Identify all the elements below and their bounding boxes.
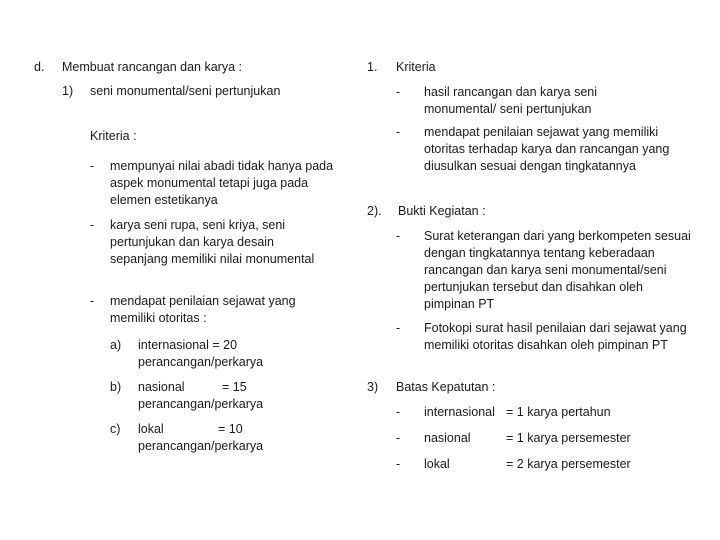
- limit-item-label: nasional: [424, 431, 471, 445]
- sub-item-unit: perancangan/perkarya: [138, 397, 264, 411]
- limit-item-label: lokal: [424, 457, 450, 471]
- sub-item-value: = 10: [218, 422, 243, 436]
- bullet-marker: -: [396, 229, 401, 243]
- sub-item-value: = 15: [222, 380, 247, 394]
- criteria-bullet: karya seni rupa, seni kriya, seni pertunjukan dan karya desain sepanjang memiliki nilai monumental: [110, 218, 315, 266]
- limit-section-title: Batas Kepatutan :: [396, 380, 496, 394]
- bullet-marker: -: [396, 431, 401, 445]
- criteria-bullet: mempunyai nilai abadi tidak hanya pada aspek monumental tetapi juga pada elemen estetikanya: [110, 159, 334, 207]
- limit-item-label: internasional: [424, 405, 495, 419]
- criteria-bullet: mendapat penilaian sejawat yang memiliki otoritas :: [110, 294, 296, 325]
- sub-item-marker: c): [110, 422, 121, 436]
- criteria-item: mendapat penilaian sejawat yang memiliki otoritas terhadap karya dan rancangan yang diusulkan sesuai dengan tingkatannya: [424, 125, 670, 173]
- limit-item-value: = 1 karya pertahun: [506, 405, 611, 419]
- bullet-marker: -: [90, 218, 95, 232]
- bullet-marker: -: [396, 457, 401, 471]
- evidence-item: Fotokopi surat hasil penilaian dari sejawat yang memiliki otoritas disahkan oleh pimpinan PT: [424, 321, 687, 352]
- sub-item-label: internasional = 20: [138, 338, 238, 352]
- sub-item-unit: perancangan/perkarya: [138, 439, 264, 453]
- criteria-section-marker: 1.: [367, 60, 378, 74]
- sub-item-label: nasional: [138, 380, 185, 394]
- bullet-marker: -: [396, 85, 401, 99]
- evidence-item: Surat keterangan dari yang berkompeten sesuai dengan tingkatannya tentang keberadaan rancangan dan karya seni monumental/seni pertunjukan tersebut dan disahkan oleh pimpinan PT: [424, 229, 691, 311]
- sub-item-marker: a): [110, 338, 122, 352]
- sub-item-unit: perancangan/perkarya: [138, 355, 264, 369]
- criteria-item: hasil rancangan dan karya seni monumental/ seni pertunjukan: [424, 85, 598, 116]
- bullet-marker: -: [90, 294, 95, 308]
- limit-item-value: = 1 karya persemester: [506, 431, 631, 445]
- subsection-heading: seni monumental/seni pertunjukan: [90, 84, 281, 98]
- evidence-section-marker: 2).: [367, 204, 382, 218]
- sub-item-label: lokal: [138, 422, 164, 436]
- bullet-marker: -: [396, 125, 401, 139]
- section-heading: Membuat rancangan dan karya :: [62, 60, 242, 74]
- sub-item-marker: b): [110, 380, 122, 394]
- bullet-marker: -: [396, 321, 401, 335]
- bullet-marker: -: [396, 405, 401, 419]
- criteria-section-title: Kriteria: [396, 60, 436, 74]
- bullet-marker: -: [90, 159, 95, 173]
- subsection-marker: 1): [62, 84, 74, 98]
- criteria-label: Kriteria :: [90, 129, 137, 143]
- section-marker-d: d.: [34, 60, 45, 74]
- limit-item-value: = 2 karya persemester: [506, 457, 631, 471]
- evidence-section-title: Bukti Kegiatan :: [398, 204, 486, 218]
- limit-section-marker: 3): [367, 380, 379, 394]
